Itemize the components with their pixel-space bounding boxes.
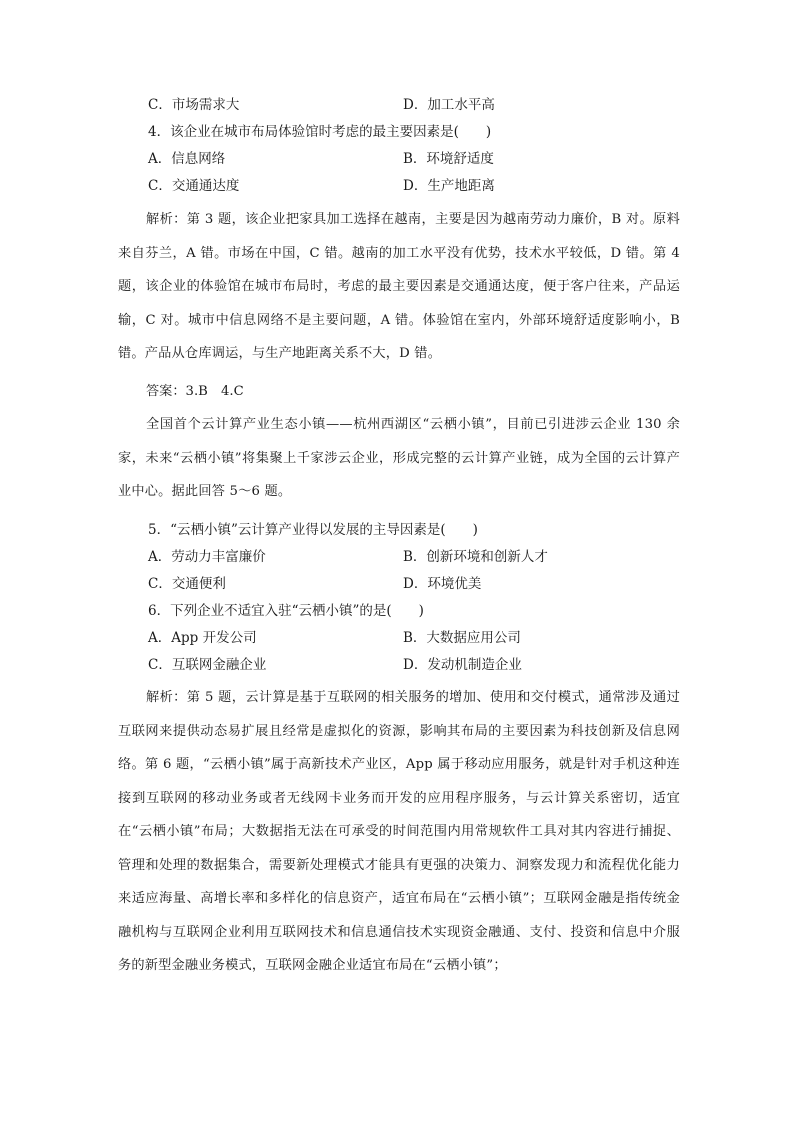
question-4: 4．该企业在城市布局体验馆时考虑的最主要因素是( ) <box>148 124 492 140</box>
q5-options-row-ab <box>148 546 668 568</box>
q6-option-c: C．互联网金融企业 <box>148 657 267 673</box>
q4-option-d: D．生产地距离 <box>403 178 495 194</box>
q4-option-b: B．环境舒适度 <box>403 151 494 167</box>
q6-option-b: B．大数据应用公司 <box>403 630 521 646</box>
q5-option-b: B．创新环境和创新人才 <box>403 549 548 565</box>
q4-option-a: A．信息网络 <box>148 151 226 167</box>
intro-q5-q6: 全国首个云计算产业生态小镇——杭州西湖区“云栖小镇”，目前已引进涉云企业 130 余家，未来“云栖小镇”将集聚上千家涉云企业，形成完整的云计算产业链，成为全国的云计算产业中心。据此回答 5～6 题。 <box>118 417 680 499</box>
q6-options-row-ab <box>148 627 668 649</box>
q5-option-a: A．劳动力丰富廉价 <box>148 549 266 565</box>
q4-options-row-cd <box>148 175 668 197</box>
q5-options-row-cd <box>148 573 668 595</box>
analysis-q5-q6: 解析：第 5 题，云计算是基于互联网的相关服务的增加、使用和交付模式，通常涉及通过互联网来提供动态易扩展且经常是虚拟化的资源，影响其布局的主要因素为科技创新及信息网络。第 6 题，“云栖小镇”属于高新技术产业区，App 属于移动应用服务，就是针对手机这种连接到互联网的移动业务或者无线网卡业务而开发的应用程序服务，与云计算关系密切，适宜在“云栖小镇”布局；大数据指无法在可承受的时间范围内用常规软件工具对其内容进行捕捉、管理和处理的数据集合，需要新处理模式才能具有更强的决策力、洞察发现力和流程优化能力来适应海量、高增长率和多样化的信息资产，适宜布局在“云栖小镇”；互联网金融是指传统金融机构与互联网企业利用互联网技术和信息通信技术实现资金融通、支付、投资和信息中介服务的新型金融业务模式，互联网金融企业适宜布局在“云栖小镇”； <box>118 690 680 973</box>
q5-option-c: C．交通便利 <box>148 576 226 592</box>
q6-options-row-cd <box>148 654 668 676</box>
answer-q3-q4: 答案：3.B 4.C <box>146 384 244 399</box>
q6-option-a: A．App 开发公司 <box>148 630 257 646</box>
q6-option-d: D．发动机制造企业 <box>403 657 522 673</box>
q3-option-c: C．市场需求大 <box>148 97 240 113</box>
q4-options-row-ab <box>148 148 668 170</box>
q4-option-c: C．交通通达度 <box>148 178 240 194</box>
question-6: 6．下列企业不适宜入驻“云栖小镇”的是( ) <box>148 603 424 619</box>
q3-option-d: D．加工水平高 <box>403 97 495 113</box>
q5-option-d: D．环境优美 <box>403 576 482 592</box>
question-5: 5．“云栖小镇”云计算产业得以发展的主导因素是( ) <box>148 522 478 538</box>
analysis-q3-q4: 解析：第 3 题，该企业把家具加工选择在越南，主要是因为越南劳动力廉价，B 对。原料来自芬兰，A 错。市场在中国，C 错。越南的加工水平没有优势，技术水平较低，D 错。第 4 题，该企业的体验馆在城市布局时，考虑的最主要因素是交通通达度，便于客户往来，产品运输，C 对。城市中信息网络不是主要问题，A 错。体验馆在室内，外部环境舒适度影响小，B 错。产品从仓库调运，与生产地距离关系不大，D 错。 <box>118 212 680 361</box>
q3-options-row-cd <box>148 94 668 116</box>
